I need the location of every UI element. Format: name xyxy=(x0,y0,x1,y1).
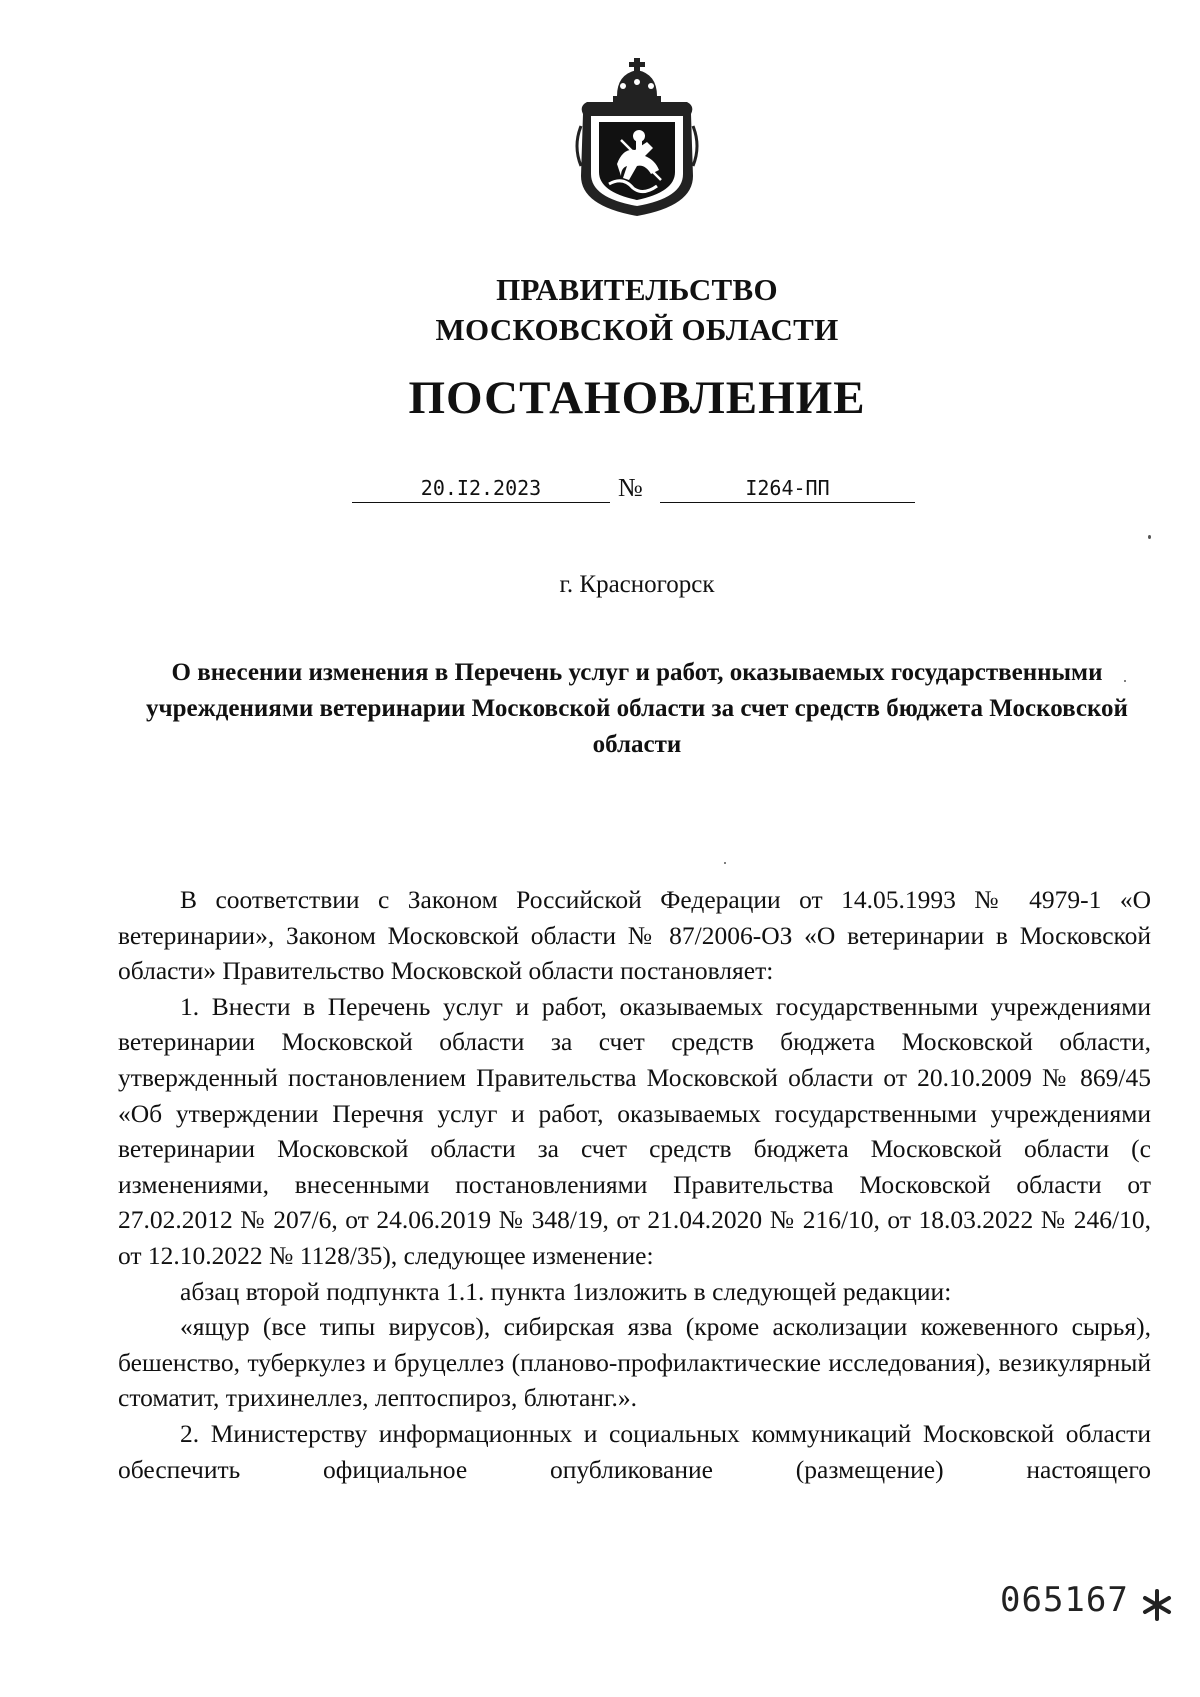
scan-speck xyxy=(1124,680,1126,682)
registration-line xyxy=(0,474,1200,508)
asterisk-star-icon xyxy=(1140,1588,1174,1622)
org-name-line1: ПРАВИТЕЛЬСТВО xyxy=(496,272,778,307)
scan-speck xyxy=(724,862,726,864)
document-title: О внесении изменения в Перечень услуг и работ, оказываемых государственными учреждениями ветеринарии Московской области за счет средств бюджета Московской области xyxy=(146,659,1128,758)
number-sign: № xyxy=(618,473,643,502)
org-name-line2: МОСКОВСКОЙ ОБЛАСТИ xyxy=(435,312,839,347)
body-paragraph-1: В соответствии с Законом Российской Федерации от 14.05.1993 № 4979-1 «О ветеринарии», Законом Московской области № 87/2006-ОЗ «О ветеринарии в Московской области» Правительство Московской области постановляет: xyxy=(118,885,1151,986)
document-body xyxy=(118,882,1151,1487)
document-type: ПОСТАНОВЛЕНИЕ xyxy=(408,372,866,424)
body-paragraph-4: «ящур (все типы вирусов), сибирская язва (кроме асколизации кожевенного сырья), бешенство, туберкулез и бруцеллез (планово-профилактические исследования), везикулярный стоматит, трихинеллез, лептоспироз, блютанг.». xyxy=(118,1312,1151,1413)
body-paragraph-2: 1. Внести в Перечень услуг и работ, оказываемых государственными учреждениями ветеринарии Московской области за счет средств бюджета Московской области, утвержденный постановлением Правительства Московской области от 20.10.2009 № 869/45 «Об утверждении Перечня услуг и работ, оказываемых государственными учреждениями ветеринарии Московской области за счет средств бюджета Московской области (с изменениями, внесенными постановлениями Правительства Московской области от 27.02.2012 № 207/6, от 24.06.2019 № 348/19, от 21.04.2020 № 216/10, от 18.03.2022 № 246/10, от 12.10.2022 № 1128/35), следующее изменение: xyxy=(118,991,1151,1270)
body-paragraph-5: 2. Министерству информационных и социальных коммуникаций Московской области обеспечить официальное опубликование (размещение) настоящего xyxy=(118,1418,1151,1484)
document-date: 20.I2.2023 xyxy=(352,474,610,503)
organization-name xyxy=(0,270,1200,350)
moscow-oblast-coat-of-arms-icon xyxy=(573,56,701,218)
document-number: I264-ПП xyxy=(660,474,915,503)
scan-speck xyxy=(1148,535,1151,539)
city-name: г. Красногорск xyxy=(559,571,715,598)
body-paragraph-3: абзац второй подпункта 1.1. пункта 1изложить в следующей редакции: xyxy=(180,1276,952,1306)
serial-number: 065167 xyxy=(1000,1580,1129,1620)
